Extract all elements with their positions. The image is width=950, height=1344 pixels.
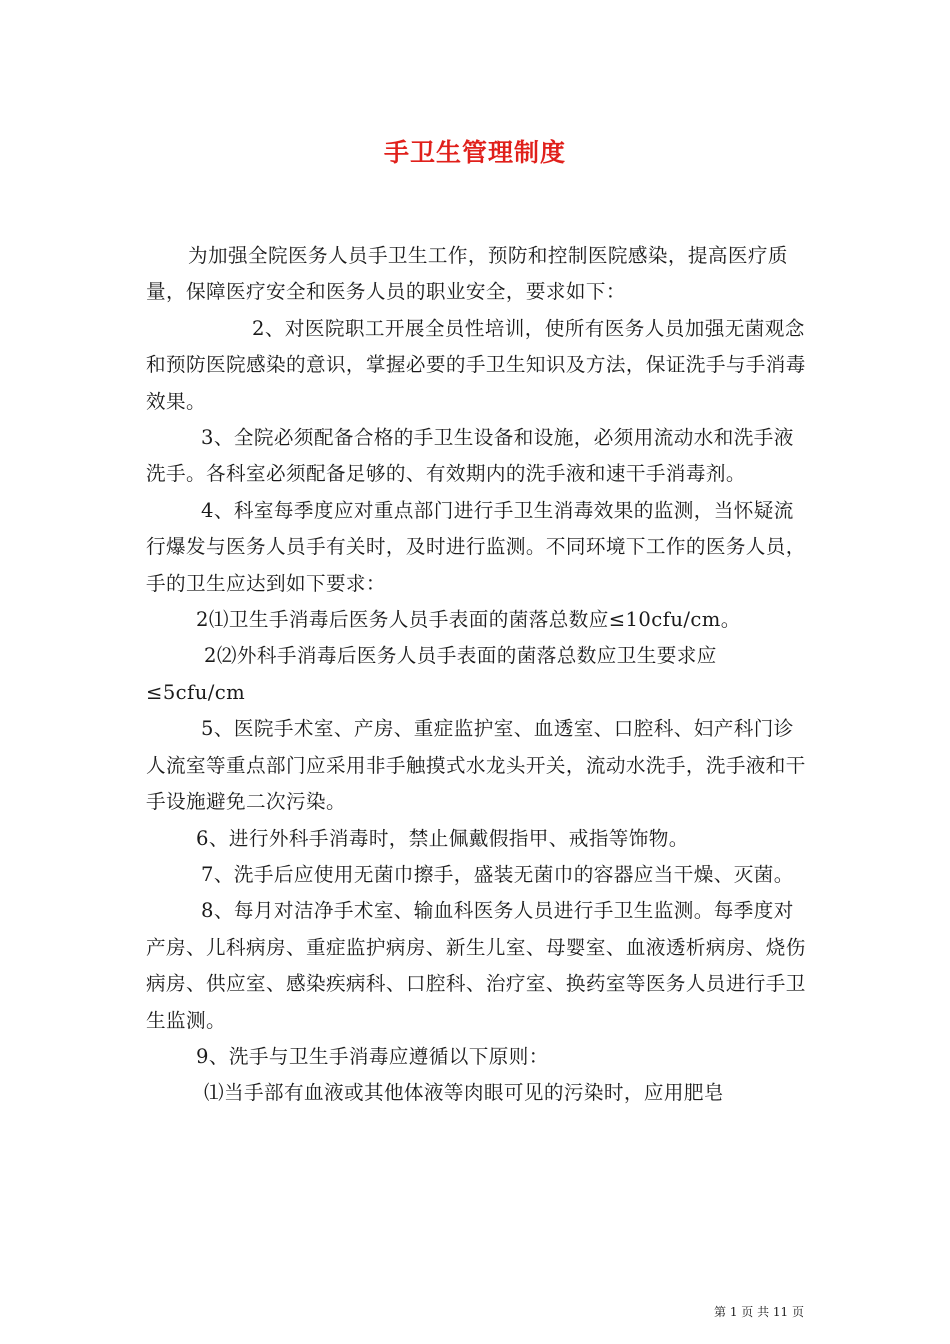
paragraph-item-9-1: ⑴当手部有血液或其他体液等肉眼可见的污染时，应用肥皂 [204, 1081, 724, 1105]
paragraph-item-9: 9、洗手与卫生手消毒应遵循以下原则： [196, 1044, 549, 1068]
paragraph-item-4-2: 2⑵外科手消毒后医务人员手表面的菌落总数应卫生要求应≤5cfu/cm [146, 644, 717, 704]
paragraph-item-6: 6、进行外科手消毒时，禁止佩戴假指甲、戒指等饰物。 [196, 826, 689, 850]
document-body [146, 238, 806, 1112]
paragraph-item-4-1: 2⑴卫生手消毒后医务人员手表面的菌落总数应≤10cfu/cm。 [196, 608, 741, 632]
document-title: 手卫生管理制度 [383, 138, 566, 167]
paragraph-item-2: 2、对医院职工开展全员性培训，使所有医务人员加强无菌观念和预防医院感染的意识，掌握必要的手卫生知识及方法，保证洗手与手消毒效果。 [146, 316, 806, 413]
paragraph-item-4: 4、科室每季度应对重点部门进行手卫生消毒效果的监测，当怀疑流行爆发与医务人员手有关时，及时进行监测。不同环境下工作的医务人员，手的卫生应达到如下要求： [146, 498, 806, 595]
paragraph-item-5: 5、医院手术室、产房、重症监护室、血透室、口腔科、妇产科门诊人流室等重点部门应采用非手触摸式水龙头开关，流动水洗手，洗手液和干手设施避免二次污染。 [146, 717, 806, 814]
paragraph-item-7: 7、洗手后应使用无菌巾擦手，盛装无菌巾的容器应当干燥、灭菌。 [201, 862, 794, 886]
paragraph-item-8: 8、每月对洁净手术室、输血科医务人员进行手卫生监测。每季度对产房、儿科病房、重症监护病房、新生儿室、母婴室、血液透析病房、烧伤病房、供应室、感染疾病科、口腔科、治疗室、换药室等医务人员进行手卫生监测。 [146, 899, 806, 1032]
paragraph-item-3: 3、全院必须配备合格的手卫生设备和设施，必须用流动水和洗手液洗手。各科室必须配备足够的、有效期内的洗手液和速干手消毒剂。 [146, 426, 794, 486]
paragraph-intro: 为加强全院医务人员手卫生工作，预防和控制医院感染，提高医疗质量，保障医疗安全和医务人员的职业安全，要求如下： [146, 244, 788, 304]
page-number: 第 1 页 共 11 页 [714, 1305, 804, 1319]
